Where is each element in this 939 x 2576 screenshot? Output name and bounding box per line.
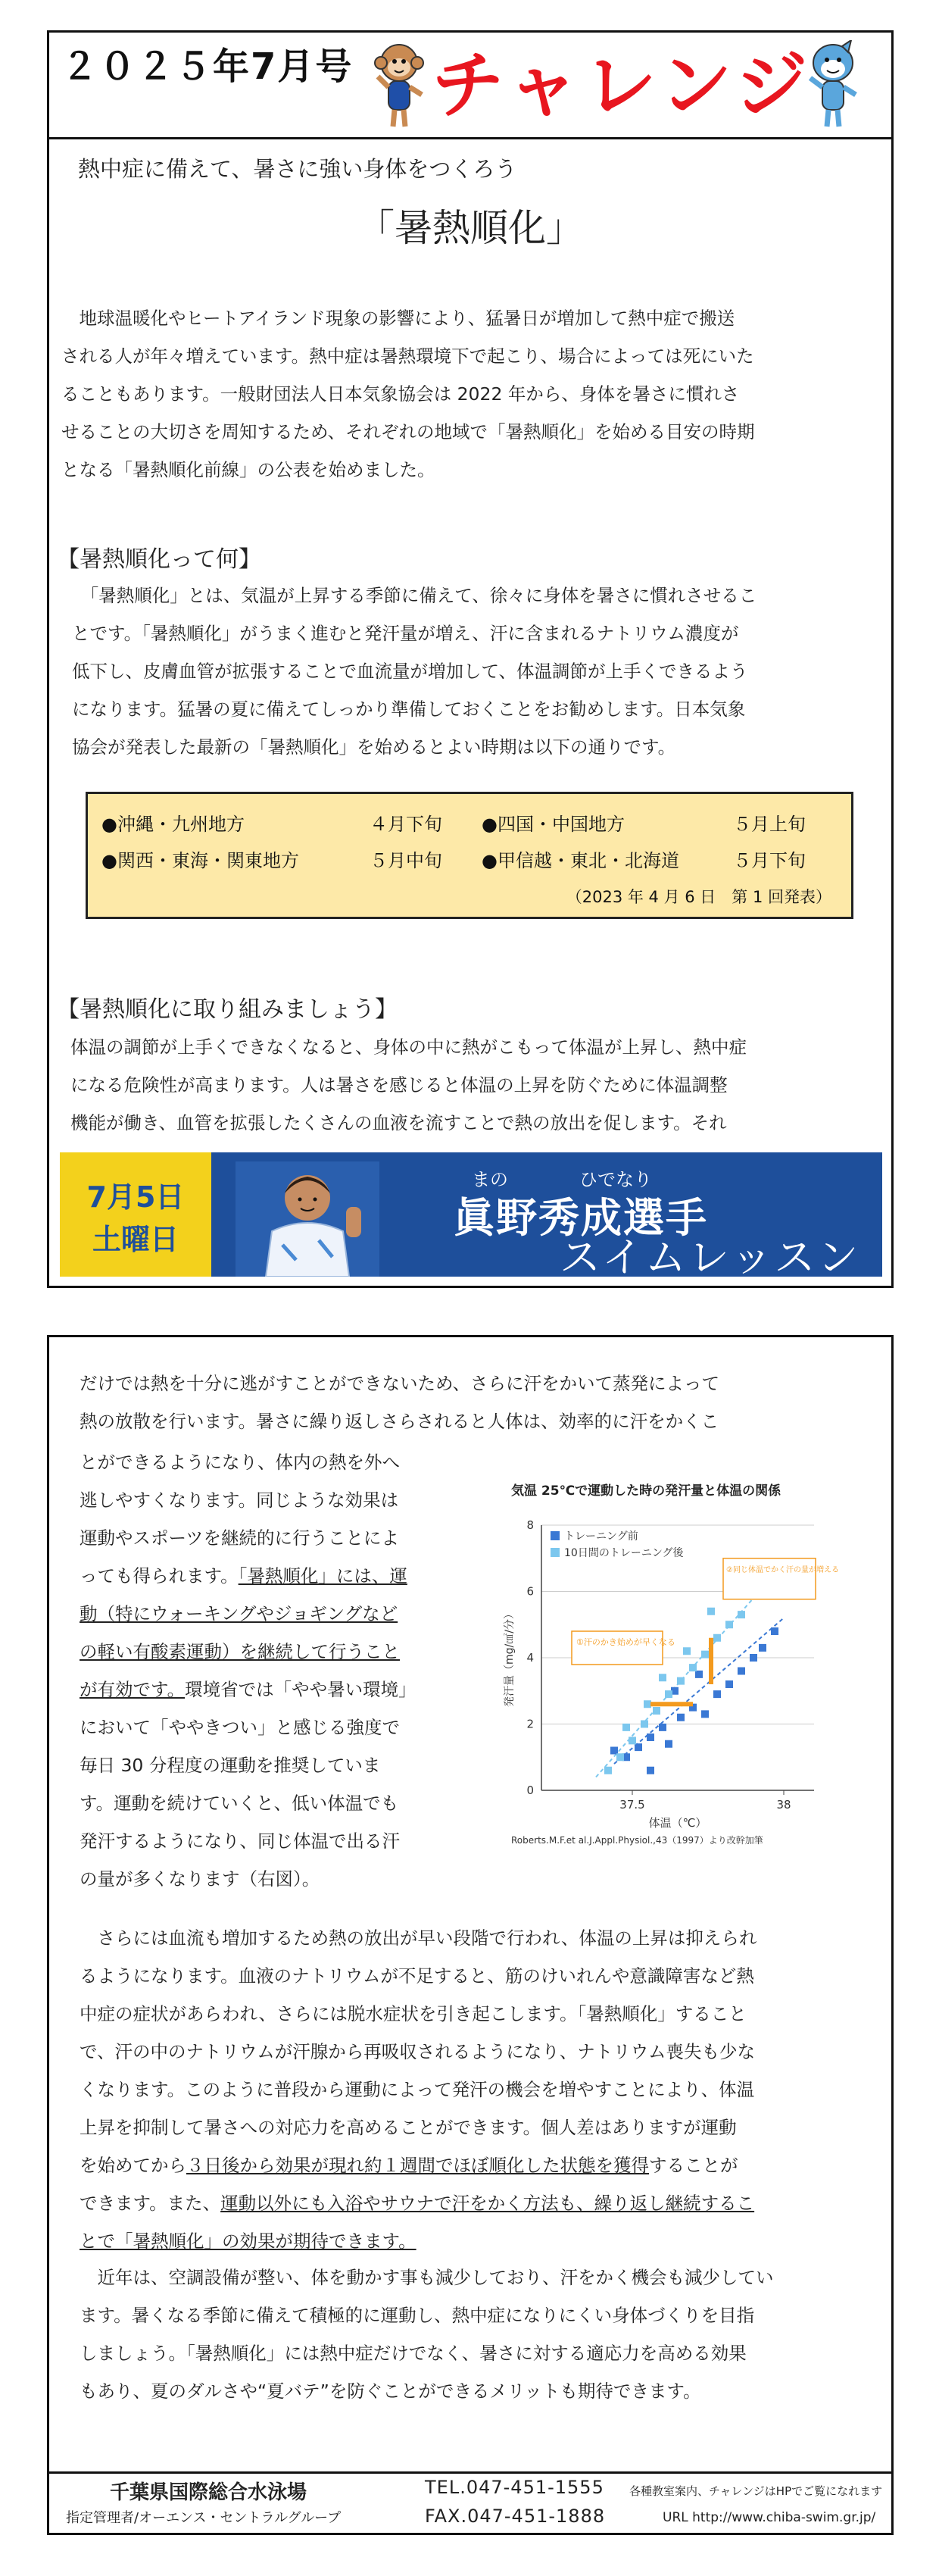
data-point bbox=[647, 1767, 654, 1774]
text-run: 中症の症状があらわれ、さらには脱水症状を引き起こします。「暑熱順化」すること bbox=[80, 2003, 747, 2024]
underlined-text: ３日後から効果が現れ約１週間でほぼ順化した状態を獲得 bbox=[186, 2155, 649, 2176]
data-point bbox=[647, 1733, 654, 1741]
text-run: を始めてから bbox=[80, 2155, 186, 2176]
paragraph-line bbox=[80, 2003, 747, 2024]
fax-number: FAX.047-451-1888 bbox=[425, 2506, 606, 2527]
legend-label: 10日間のトレーニング後 bbox=[564, 1547, 684, 1559]
section-paragraph-what bbox=[72, 577, 881, 766]
paragraph-line bbox=[80, 1793, 398, 1814]
data-point bbox=[641, 1721, 648, 1728]
paragraph-line: しましょう。「暑熱順化」には熱中症だけでなく、暑さに対する適応力を高める効果 bbox=[80, 2343, 747, 2364]
paragraph-line: 熱の放散を行います。暑さに繰り返しさらされると人体は、効率的に汗をかくこ bbox=[80, 1411, 719, 1432]
data-point bbox=[665, 1690, 672, 1698]
intro-line: ることもあります。一般財団法人日本気象協会は 2022 年から、身体を暑さに慣れさ bbox=[61, 383, 740, 405]
section-paragraph-practice bbox=[70, 1028, 882, 1142]
schedule-region: ●関西・東海・関東地方 bbox=[101, 850, 299, 871]
annotation-box bbox=[723, 1558, 816, 1599]
closing-paragraph bbox=[80, 2259, 867, 2410]
paragraph-line bbox=[80, 1452, 400, 1473]
paragraph-line: ます。暑くなる季節に備えて積極的に運動し、熱中症になりにくい身体づくりを目指 bbox=[80, 2305, 755, 2326]
text-run: るようになります。血液のナトリウムが不足すると、筋のけいれんや意識障害など熱 bbox=[80, 1965, 754, 1987]
data-point bbox=[622, 1724, 630, 1731]
text-run: す。運動を続けていくと、低い体温でも bbox=[80, 1793, 399, 1814]
phone-number[interactable]: TEL.047-451-1555 bbox=[425, 2477, 604, 2498]
y-tick-label: 6 bbox=[526, 1584, 534, 1599]
paragraph-line: 機能が働き、血管を拡張したくさんの血液を流すことで熱の放出を促します。それ bbox=[70, 1112, 727, 1133]
annotation-box bbox=[572, 1631, 663, 1665]
chart-title: 気温 25℃で運動した時の発汗量と体温の関係 bbox=[511, 1483, 781, 1499]
y-axis-label: 発汗量（mg/㎠/分） bbox=[504, 1608, 516, 1707]
continued-paragraph bbox=[80, 1365, 867, 1440]
schedule-region: ●甲信越・東北・北海道 bbox=[482, 850, 679, 871]
banner-lesson-title: スイムレッスン bbox=[560, 1233, 861, 1277]
text-run: することが bbox=[649, 2155, 738, 2176]
schedule-note: （2023 年 4 月 6 日 第 1 回発表） bbox=[566, 888, 831, 906]
paragraph-line bbox=[80, 1490, 398, 1511]
data-point bbox=[713, 1690, 721, 1698]
legend-swatch bbox=[551, 1548, 560, 1557]
paragraph-line bbox=[80, 2155, 738, 2176]
underlined-text: とで「暑熱順化」の効果が期待できます。 bbox=[80, 2231, 416, 2252]
issue-label: ２０２５年7月号 bbox=[61, 45, 354, 88]
swimmer-photo bbox=[236, 1161, 379, 1277]
text-run: 毎日 30 分程度の運動を推奨していま bbox=[80, 1755, 381, 1776]
legend-swatch bbox=[551, 1531, 560, 1540]
data-point bbox=[759, 1644, 766, 1652]
article-subtitle: 熱中症に備えて、暑さに強い身体をつくろう bbox=[78, 156, 517, 182]
paragraph-line: になります。猛暑の夏に備えてしっかり準備しておくことをお勧めします。日本気象 bbox=[72, 699, 746, 720]
data-point bbox=[750, 1654, 757, 1662]
paragraph-line: もあり、夏のダルさや“夏バテ”を防ぐことができるメリットも期待できます。 bbox=[80, 2381, 701, 2402]
intro-paragraph bbox=[61, 299, 882, 489]
banner-swimmer-name: 眞野秀成選手 bbox=[454, 1194, 708, 1242]
website-url[interactable]: URL http://www.chiba-swim.gr.jp/ bbox=[663, 2510, 876, 2525]
data-point bbox=[677, 1677, 685, 1685]
header bbox=[49, 33, 891, 139]
data-point bbox=[738, 1611, 745, 1618]
schedule-period: ５月中旬 bbox=[370, 850, 442, 871]
sweat-temperature-chart bbox=[496, 1472, 875, 1851]
underlined-text: 「暑熱順化」には、運 bbox=[238, 1565, 407, 1587]
intro-line: 地球温暖化やヒートアイランド現象の影響により、猛暑日が増加して熱中症で搬送 bbox=[79, 308, 735, 329]
paragraph-line: 近年は、空調設備が整い、体を動かす事も減少しており、汗をかく機会も減少してい bbox=[97, 2267, 774, 2288]
text-run: さらには血流も増加するため熱の放出が早い段階で行われ、体温の上昇は抑えられ bbox=[97, 1927, 757, 1949]
schedule-region: ●四国・中国地方 bbox=[482, 814, 625, 835]
data-point bbox=[738, 1668, 745, 1675]
data-point bbox=[771, 1627, 778, 1635]
data-point bbox=[665, 1740, 672, 1748]
benefits-paragraph bbox=[80, 1919, 867, 2260]
underlined-text: の軽い有酸素運動）を継続して行うこと bbox=[80, 1641, 400, 1662]
y-tick-label: 8 bbox=[526, 1518, 534, 1532]
annotation-text: ②同じ体温でかく汗の量が増える bbox=[726, 1565, 839, 1574]
y-tick-label: 0 bbox=[526, 1784, 534, 1797]
data-point bbox=[725, 1621, 733, 1628]
data-point bbox=[725, 1680, 733, 1688]
newsletter-title: チャレンジ bbox=[432, 43, 813, 128]
paragraph-line bbox=[80, 1927, 757, 1949]
text-run: くなります。このように普段から運動によって発汗の機会を増やすことにより、体温 bbox=[80, 2079, 755, 2100]
footer bbox=[49, 2471, 891, 2533]
paragraph-line bbox=[80, 2117, 737, 2138]
left-column-paragraph bbox=[80, 1443, 473, 1898]
paragraph-line bbox=[80, 1868, 320, 1890]
paragraph-line bbox=[80, 2041, 755, 2062]
paragraph-line: 低下し、皮膚血管が拡張することで血流量が増加して、体温調節が上手くできるよう bbox=[72, 661, 748, 682]
text-run: において「ややきつい」と感じる強度で bbox=[80, 1717, 400, 1738]
text-run: 逃しやすくなります。同じような効果は bbox=[80, 1490, 399, 1511]
data-point bbox=[644, 1700, 651, 1708]
data-point bbox=[701, 1710, 709, 1718]
data-point bbox=[653, 1707, 660, 1715]
paragraph-line bbox=[80, 2231, 416, 2252]
website-info: 各種教室案内、チャレンジはHPでご覧になれます bbox=[629, 2484, 883, 2498]
data-point bbox=[610, 1747, 618, 1755]
text-run: 環境省では「やや暑い環境」 bbox=[185, 1679, 416, 1700]
text-run: できます。また、 bbox=[80, 2193, 221, 2214]
section-heading-what: 【暑熱順化って何】 bbox=[57, 546, 261, 573]
paragraph-line bbox=[80, 2079, 754, 2100]
section-heading-practice: 【暑熱順化に取り組みましょう】 bbox=[57, 996, 398, 1023]
schedule-box bbox=[86, 792, 853, 919]
paragraph-line bbox=[80, 1527, 399, 1549]
x-tick-label: 37.5 bbox=[619, 1798, 645, 1812]
data-point bbox=[635, 1743, 642, 1751]
text-run: で、汗の中のナトリウムが汗腺から再吸収されるようになり、ナトリウム喪失も少な bbox=[80, 2041, 756, 2062]
paragraph-line: 体温の調節が上手くできなくなると、身体の中に熱がこもって体温が上昇し、熱中症 bbox=[70, 1036, 747, 1058]
schedule-period: ４月下旬 bbox=[370, 814, 442, 835]
text-run: の量が多くなります（右図）。 bbox=[80, 1868, 320, 1890]
data-point bbox=[713, 1634, 721, 1642]
legend-label: トレーニング前 bbox=[564, 1530, 638, 1543]
banner-date bbox=[60, 1152, 211, 1277]
data-point bbox=[659, 1674, 666, 1681]
schedule-period: ５月下旬 bbox=[733, 850, 806, 871]
x-axis-label: 体温（℃） bbox=[648, 1816, 707, 1830]
paragraph-line: だけでは熱を十分に逃がすことができないため、さらに汗をかいて蒸発によって bbox=[80, 1373, 720, 1394]
data-point bbox=[616, 1753, 624, 1761]
schedule-region: ●沖縄・九州地方 bbox=[101, 814, 245, 835]
text-run: っても得られます。 bbox=[80, 1565, 239, 1587]
dolphin-mascot-icon bbox=[795, 40, 871, 130]
text-run: 運動やスポーツを継続的に行うことによ bbox=[80, 1527, 400, 1549]
facility-name: 千葉県国際総合水泳場 bbox=[110, 2481, 307, 2504]
paragraph-line: 「暑熱順化」とは、気温が上昇する季節に備えて、徐々に身体を暑さに慣れさせるこ bbox=[80, 585, 757, 606]
y-tick-label: 2 bbox=[526, 1717, 534, 1731]
paragraph-line bbox=[80, 1830, 400, 1852]
banner-date-line: 7月5日 bbox=[86, 1180, 185, 1214]
text-run: とができるようになり、体内の熱を外へ bbox=[80, 1452, 400, 1473]
x-tick-label: 38 bbox=[776, 1798, 791, 1812]
banner-ruby: まの bbox=[472, 1169, 508, 1190]
paragraph-line bbox=[80, 1565, 407, 1587]
underlined-text: 運動以外にも入浴やサウナで汗をかく方法も、繰り返し継続するこ bbox=[220, 2193, 755, 2214]
underlined-text: 動（特にウォーキングやジョギングなど bbox=[80, 1603, 398, 1624]
data-point bbox=[695, 1671, 703, 1678]
paragraph-line bbox=[80, 1641, 400, 1662]
schedule-period: ５月上旬 bbox=[733, 814, 806, 835]
newsletter-page-1 bbox=[47, 30, 894, 1288]
paragraph-line: になる危険性が高まります。人は暑さを感じると体温の上昇を防ぐために体温調整 bbox=[70, 1074, 728, 1096]
data-point bbox=[707, 1608, 715, 1615]
paragraph-line: とです。「暑熱順化」がうまく進むと発汗量が増え、汗に含まれるナトリウム濃度が bbox=[72, 623, 739, 644]
data-point bbox=[689, 1664, 697, 1671]
intro-line: となる「暑熱順化前線」の公表を始めました。 bbox=[61, 459, 435, 480]
banner-date-line: 土曜日 bbox=[92, 1223, 179, 1256]
intro-line: せることの大切さを周知するため、それぞれの地域で「暑熱順化」を始める目安の時期 bbox=[61, 421, 755, 442]
newsletter-page-2 bbox=[47, 1335, 894, 2535]
facility-manager: 指定管理者/オーエンス・セントラルグループ bbox=[66, 2510, 342, 2526]
annotation-text: ①汗のかき始めが早くなる bbox=[576, 1637, 675, 1647]
paragraph-line bbox=[80, 1755, 380, 1776]
intro-line: される人が年々増えています。熱中症は暑熱環境下で起こり、場合によっては死にいた bbox=[61, 345, 754, 367]
paragraph-line: 協会が発表した最新の「暑熱順化」を始めるとよい時期は以下の通りです。 bbox=[72, 736, 676, 758]
chart-source: Roberts.M.F.et al.J.Appl.Physiol.,43（1997）より改幹加筆 bbox=[511, 1835, 763, 1846]
data-point bbox=[604, 1767, 612, 1774]
paragraph-line bbox=[80, 1717, 400, 1738]
y-tick-label: 4 bbox=[526, 1651, 534, 1665]
data-point bbox=[677, 1714, 685, 1721]
data-point bbox=[683, 1647, 691, 1655]
text-run: 発汗するようになり、同じ体温で出る汗 bbox=[80, 1830, 400, 1852]
banner-ruby: ひでなり bbox=[579, 1169, 652, 1190]
data-point bbox=[701, 1651, 709, 1658]
monkey-mascot-icon bbox=[361, 40, 437, 130]
paragraph-line bbox=[80, 1965, 754, 1987]
text-run: 上昇を抑制して暑さへの対応力を高めることができます。個人差はありますが運動 bbox=[80, 2117, 737, 2138]
article-title: 「暑熱順化」 bbox=[357, 206, 584, 250]
paragraph-line bbox=[80, 2193, 754, 2214]
underlined-text: が有効です。 bbox=[80, 1679, 186, 1700]
data-point bbox=[659, 1724, 666, 1731]
paragraph-line bbox=[80, 1679, 416, 1700]
paragraph-line bbox=[80, 1603, 398, 1624]
data-point bbox=[629, 1737, 636, 1744]
swim-lesson-banner[interactable] bbox=[60, 1152, 882, 1277]
